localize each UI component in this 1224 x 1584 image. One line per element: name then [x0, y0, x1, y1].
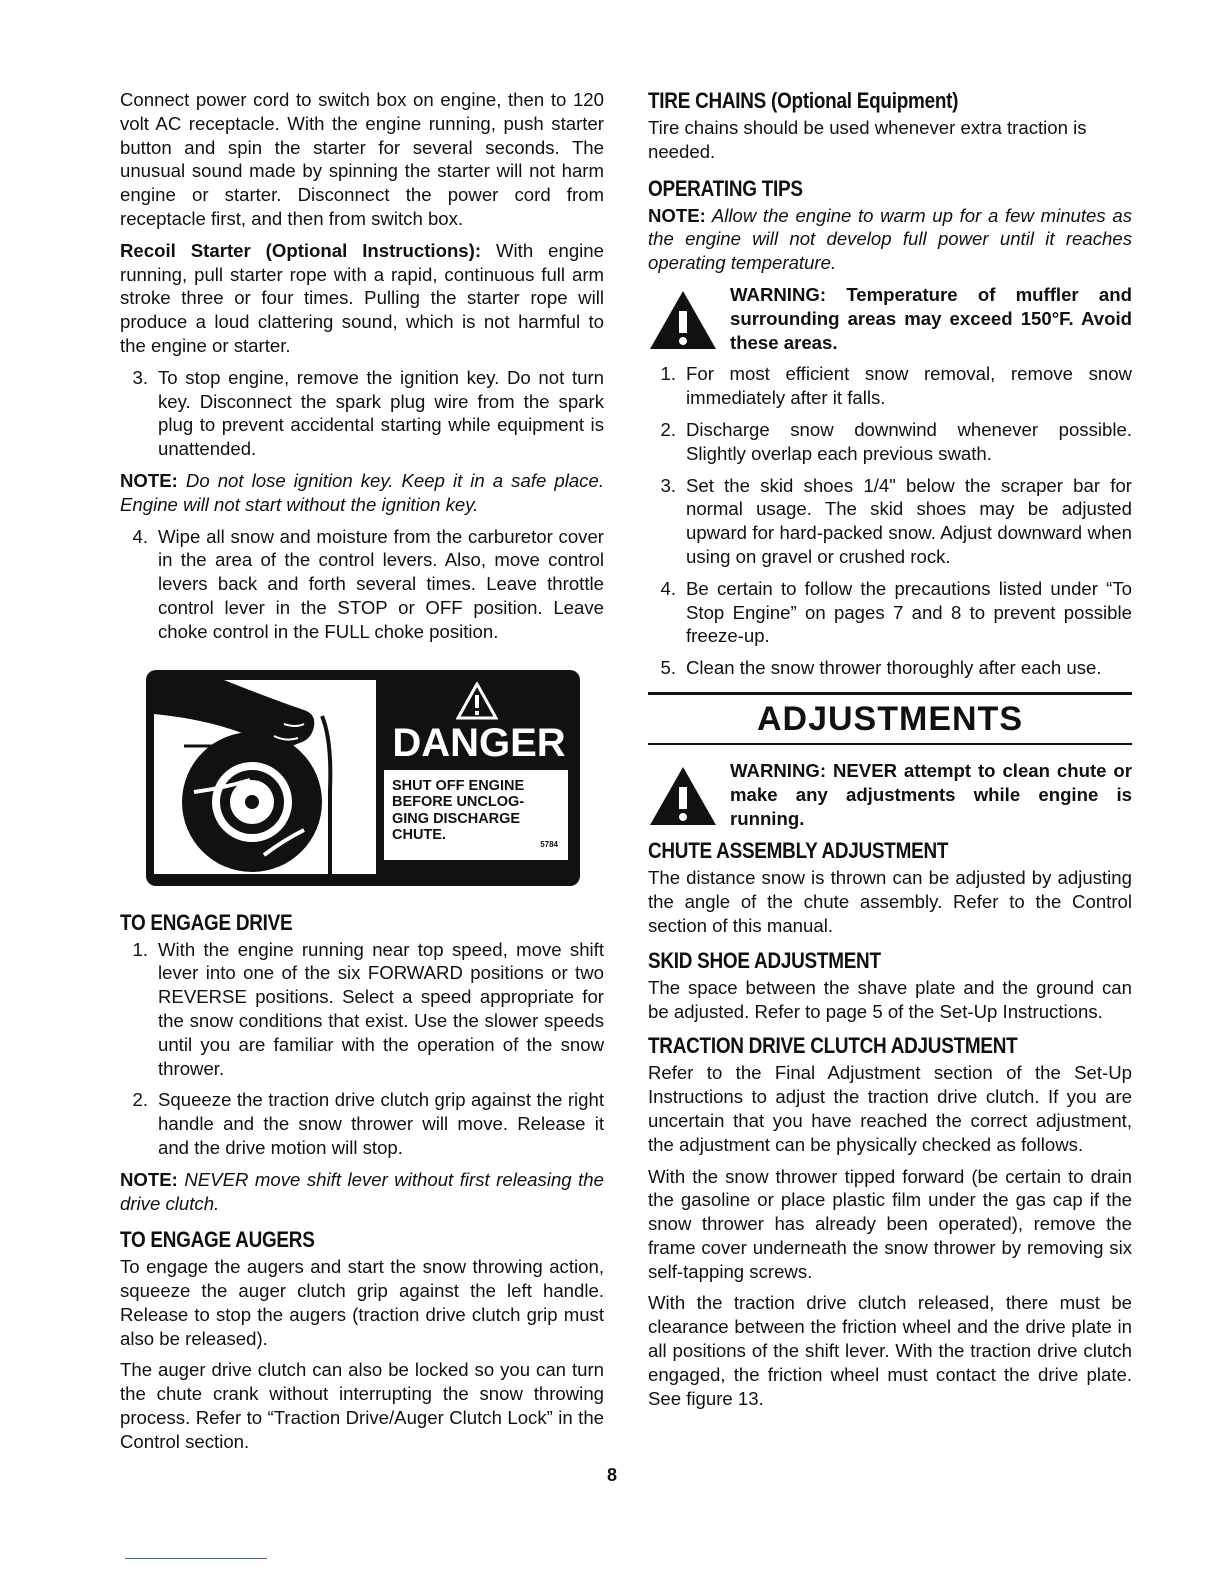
note-warm-up — [648, 204, 1132, 275]
item-number: 1. — [132, 938, 148, 960]
note-text: NEVER move shift lever without first releasing the drive clutch. — [120, 1168, 604, 1214]
paragraph-traction-3: With the traction drive clutch released, there must be clearance between the friction wheel and the drive plate in all positions of the shift lever. With the traction drive clutch engaged, the friction wheel must contact the drive plate. See figure 13. — [648, 1292, 1132, 1409]
item-text: With the engine running near top speed, move shift lever into one of the six FORWARD positions or two REVERSE positions. Select a speed appropriate for the snow conditions that exist. Use the slower speeds until you are familiar with the operation of the snow thrower. — [158, 938, 604, 1079]
list-item — [648, 474, 1132, 569]
item-text: Wipe all snow and moisture from the carburetor cover in the area of the control levers. Also, move control levers back and forth several times. Leave throttle control lever in the STOP or OFF position. Leave choke control in the FULL choke position. — [158, 525, 604, 642]
danger-code: 5784 — [540, 840, 558, 850]
recoil-label: Recoil Starter (Optional Instructions): — [120, 239, 482, 261]
heading-engage-drive: TO ENGAGE DRIVE — [120, 909, 293, 935]
auger-hand-illustration — [154, 680, 376, 874]
danger-title: DANGER — [392, 720, 566, 765]
paragraph-electric-start: Connect power cord to switch box on engine, then to 120 volt AC receptacle. With the engine running, push starter button and spin the starter for several seconds. The unusual sound made by spinning the starter will not harm engine or starter. Disconnect the power cord from receptacle first, and then from switch box. — [120, 89, 604, 229]
footer-rule — [125, 1558, 267, 1559]
heading-operating-tips: OPERATING TIPS — [648, 175, 803, 201]
paragraph-traction-1: Refer to the Final Adjustment section of the Set-Up Instructions to adjust the traction drive clutch. If you are uncertain that you have reached the correct adjustment, the adjustment can be physically checked as follows. — [648, 1062, 1132, 1155]
list-item — [648, 362, 1132, 410]
item-text: To stop engine, remove the ignition key. Do not turn key. Disconnect the spark plug wire from the spark plug to prevent accidental starting while equipment is unattended. — [158, 366, 604, 460]
warning-muffler — [648, 283, 1132, 354]
right-column — [648, 88, 1132, 1418]
list-item — [120, 366, 604, 461]
note-label: NOTE: — [120, 1168, 178, 1190]
note-ignition-key — [120, 469, 604, 517]
item-number: 5. — [660, 657, 676, 679]
recoil-text: With engine running, pull starter rope with a rapid, continuous full arm stroke three or four times. Pulling the starter rope will produce a loud clattering sound, which is not harmful to the engine or starter. — [120, 239, 604, 356]
item-number: 2. — [132, 1089, 148, 1111]
note-text: Allow the engine to warm up for a few minutes as the engine will not develop full power until it reaches operating temperature. — [648, 204, 1132, 274]
paragraph-traction-2: With the snow thrower tipped forward (be certain to drain the gasoline or place plastic film under the gas cap if the snow thrower has already been operated), remove the frame cover underneath the snow thrower by removing six self-tapping screws. — [648, 1165, 1132, 1282]
note-label: NOTE: — [648, 204, 706, 226]
warning-text: WARNING: NEVER attempt to clean chute or make any adjustments while engine is running. — [730, 759, 1132, 829]
list-item — [120, 938, 604, 1081]
danger-line: BEFORE UNCLOG- — [392, 794, 525, 811]
paragraph-recoil-starter — [120, 239, 604, 358]
paragraph-chute: The distance snow is thrown can be adjusted by adjusting the angle of the chute assembly. Refer to the Control section of this manual. — [648, 867, 1132, 936]
item-text: Set the skid shoes 1/4" below the scraper bar for normal usage. The skid shoes may be adjusted upward for hard-packed snow. Adjust downward when using on gravel or crushed rock. — [686, 474, 1132, 567]
list-item — [648, 577, 1132, 648]
item-number: 2. — [660, 418, 676, 440]
item-text: Discharge snow downwind whenever possible. Slightly overlap each previous swath. — [686, 418, 1132, 464]
page-number: 8 — [606, 1465, 617, 1485]
item-number: 1. — [660, 363, 676, 385]
paragraph-augers: To engage the augers and start the snow throwing action, squeeze the auger clutch grip against the left handle. Release to stop the augers (traction drive clutch grip must also be released). — [120, 1256, 604, 1349]
warning-triangle-icon — [456, 682, 498, 720]
list-item — [120, 525, 604, 644]
item-text: For most efficient snow removal, remove snow immediately after it falls. — [686, 363, 1132, 409]
paragraph-skid-shoe: The space between the shave plate and the ground can be adjusted. Refer to page 5 of the Set-Up Instructions. — [648, 976, 1132, 1022]
heading-tire-chains: TIRE CHAINS (Optional Equipment) — [648, 88, 959, 113]
item-number: 4. — [132, 525, 148, 547]
list-item — [648, 418, 1132, 466]
danger-message-box — [384, 770, 568, 860]
note-label: NOTE: — [120, 469, 178, 491]
heading-chute-adjustment: CHUTE ASSEMBLY ADJUSTMENT — [648, 838, 949, 864]
auger-hand-icon — [154, 680, 376, 874]
item-text: Be certain to follow the precautions listed under “To Stop Engine” on pages 7 and 8 to prevent possible freeze-up. — [686, 577, 1132, 647]
left-column — [120, 88, 604, 1462]
note-text: Do not lose ignition key. Keep it in a safe place. Engine will not start without the ignition key. — [120, 469, 604, 515]
danger-line: GING DISCHARGE — [392, 810, 521, 827]
item-number: 4. — [660, 577, 676, 599]
warning-text: WARNING: Temperature of muffler and surrounding areas may exceed 150°F. Avoid these areas. — [730, 283, 1132, 353]
warning-adjustments — [648, 759, 1132, 830]
heading-skid-shoe: SKID SHOE ADJUSTMENT — [648, 947, 881, 973]
warning-triangle-icon — [648, 289, 718, 351]
note-shift-lever — [120, 1168, 604, 1216]
paragraph-tire-chains: Tire chains should be used whenever extra traction is needed. — [648, 117, 1087, 162]
item-text: Clean the snow thrower thoroughly after each use. — [686, 657, 1102, 679]
heading-engage-augers: TO ENGAGE AUGERS — [120, 1227, 315, 1253]
paragraph-auger-lock: The auger drive clutch can also be locked so you can turn the chute crank without interrupting the snow throwing process. Refer to “Traction Drive/Auger Clutch Lock” in the Control section. — [120, 1359, 604, 1452]
list-item — [120, 1088, 604, 1159]
item-text: Squeeze the traction drive clutch grip against the right handle and the snow thrower will move. Release it and the drive motion will stop. — [158, 1089, 604, 1158]
heading-traction-drive-clutch: TRACTION DRIVE CLUTCH ADJUSTMENT — [648, 1033, 1018, 1059]
section-title-adjustments: ADJUSTMENTS — [648, 692, 1132, 745]
danger-label — [146, 670, 580, 886]
danger-line: SHUT OFF ENGINE — [392, 777, 525, 794]
warning-triangle-icon — [648, 765, 718, 827]
item-number: 3. — [660, 474, 676, 496]
item-number: 3. — [132, 366, 148, 388]
list-item — [648, 656, 1132, 680]
danger-line: CHUTE. — [392, 827, 446, 844]
